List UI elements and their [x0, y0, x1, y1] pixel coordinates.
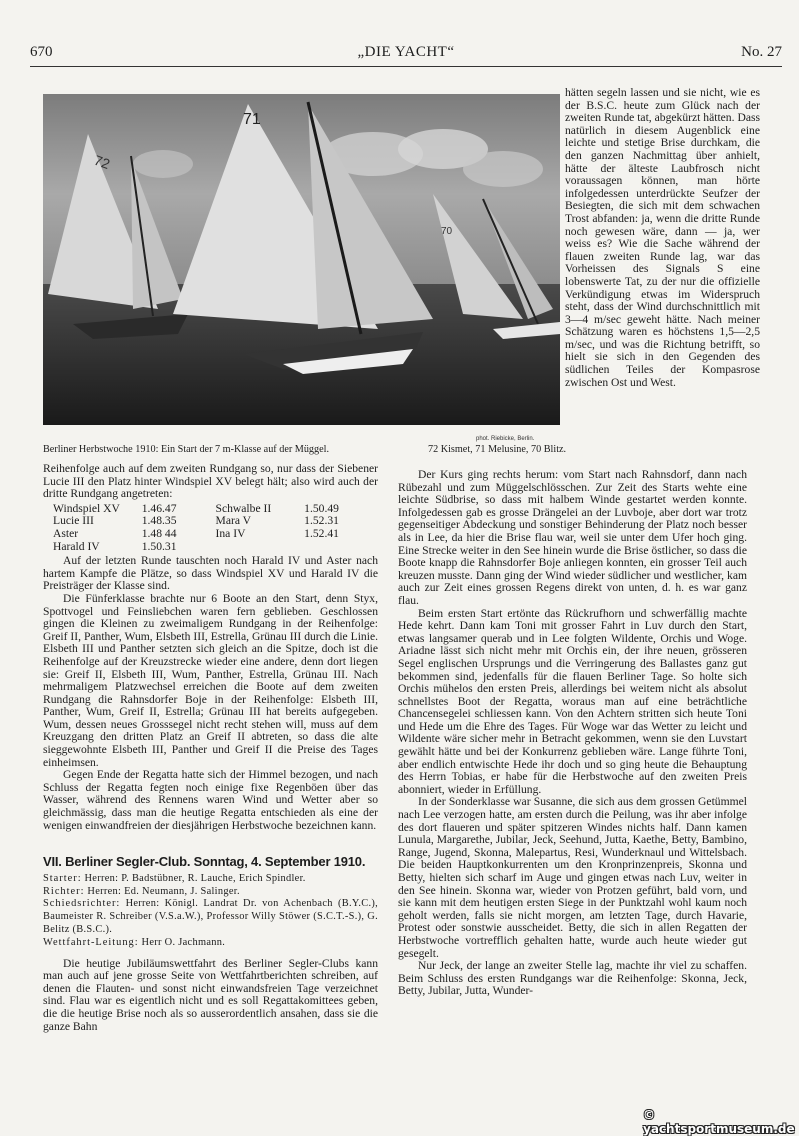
paragraph: Nur Jeck, der lange an zweiter Stelle lag, machte ihr viel zu schaffen. Beim Schluss des ersten Rundgangs war die Reihenfolge: Skonna, Jeck, Betty, Jubilar, Jutta, Wunder- [398, 959, 747, 998]
paragraph: Der Kurs ging rechts herum: vom Start nach Rahnsdorf, dann nach Rübezahl und zum Müggelschlösschen. Zur Zeit des Starts wehte eine leichte Südbrise, so dass mit halbem Winde gestartet werden konnte. Infolgedessen gab es grosse Drängelei an der Luvboje, aber dort war trotz gegenseitiger Abdeckung und sonstiger Behinderung der Platz noch besser als in Lee, da hier die Brise flau war, weil sie unter dem Ufer hoch ging. Eine Strecke weiter in den See hinein wurde die Brise östlicher, so dass die Boote knapp die Rahnsdorfer Boje anliegen konnten, ein grosser Teil auch kreuzen musste. Dann ging der Wind wieder südlicher und westlicher, kam auch zur Zeit eines grossen Regens direkt von unten, d. h. es war ganz flau. [398, 468, 747, 607]
paragraph: Gegen Ende der Regatta hatte sich der Himmel bezogen, und nach Schluss der Regatta fegten noch einige fixe Regenböen über das Wasser, während des Rennens waren Wind und Wetter aber so gleichmässig, dass man die heutige Regatta entschieden als eine der wenigen einwandfreien der diesjährigen Herbstwoche bezeichnen kann. [43, 768, 378, 832]
copyright-watermark: © yachtsportmuseum.de [643, 1108, 795, 1136]
paragraph: Die heutige Jubiläumswettfahrt des Berliner Segler-Clubs kann man auch auf jene grosse Seite von Wettfahrtberichten schreiben, auf denen die Flauten- und sonst nicht einwandsfreien Tage verzeichnet sind. Flau war es eigentlich nicht und es soll Regattakomittees geben, die die heutige Brise noch als so ausserordentlich ansahen, dass sie die ganze Bahn [43, 956, 378, 1033]
official-text: Herren: P. Badstübner, R. Lauche, Erich Spindler. [84, 872, 306, 884]
boat-time: 1.50.49 [304, 501, 339, 515]
left-column [43, 463, 378, 1033]
official-entry [43, 886, 378, 899]
right-column [398, 469, 747, 998]
section-heading: VII. Berliner Segler-Club. Sonntag, 4. September 1910. [43, 854, 366, 870]
paragraph-intro: Reihenfolge auch auf dem zweiten Rundgang so, nur dass der Siebener Lucie III den Platz hinter Windspiel XV belegt hält; also wird auch der dritte Rundgang angetreten: [43, 462, 378, 501]
officials-list [43, 873, 378, 950]
right-top-column [565, 87, 760, 389]
issue-number: No. 27 [741, 44, 782, 60]
boat-name: Harald IV [53, 539, 100, 553]
official-label: Richter: [43, 885, 85, 897]
sailboats-illustration [43, 94, 560, 425]
official-label: Wettfahrt-Leitung: [43, 936, 139, 948]
caption-right: 72 Kismet, 71 Melusine, 70 Blitz. [428, 444, 567, 455]
boat-time: 1.48 44 [141, 526, 177, 540]
boat-name: Mara V [215, 514, 252, 528]
boat-name: Ina IV [215, 526, 246, 540]
publication-title: „DIE YACHT“ [357, 44, 455, 60]
boat-name: Schwalbe II [215, 501, 272, 515]
paragraph: Auf der letzten Runde tauschten noch Harald IV und Aster nach hartem Kampfe die Plätze, so dass Windspiel XV und Harald IV die Preisträger der Klasse sind. [43, 554, 378, 593]
sailing-photo [43, 94, 560, 425]
results-table [53, 503, 378, 553]
photo-credit: phot. Riebicke, Berlin. [476, 436, 535, 442]
boat-time: 1.46.47 [141, 501, 177, 515]
photo-caption [43, 444, 567, 455]
table-row [53, 528, 378, 541]
page-number: 670 [30, 44, 53, 60]
paragraph: hätten segeln lassen und sie nicht, wie es der B.S.C. heute zum Glück nach der zweiten Runde tat, abgekürzt hätten. Dass natürlich in diesem Augenblick eine leichte und stetige Brise durchkam, die den ganzen Nachmittag über anhielt, hätte der älteste Laubfrosch nicht voraussagen können, man hörte infolgedessen unterdrückte Seufzer der Besiegten, die sich mit dem schwachen Trost abfanden: ja, wenn die dritte Runde noch gewesen wäre, dann — ja, wer weiss es? Wie die Sache während der flauen zweiten Runde lag, war das Vorheissen des Signals S eine lobenswerte Tat, zu der nur die offizielle Verkündigung etwas im Widerspruch steht, dass der Wind durchschnittlich mit 3—4 m/sec geweht hätte. Nach meiner Schätzung waren es höchstens 1,5—2,5 m/sec, und was die Richtung betrifft, so hielt sie sich in den Gegenden des südlichen Teiles der Kompasrose zwischen Ost und West. [565, 86, 760, 389]
official-label: Schiedsrichter: [43, 898, 121, 910]
boat-time: 1.50.31 [141, 539, 177, 553]
boat-time: 1.52.31 [304, 514, 339, 528]
svg-text:71: 71 [243, 111, 261, 128]
paragraph: Beim ersten Start ertönte das Rückrufhorn und schwerfällig machte Hede kehrt. Dann kam Toni mit grosser Fahrt in Luv durch den Start, etwas langsamer querab und in Lee folgten Wildente, Orchis und Woge. Ariadne lässt sich nicht mehr mit Orchis ein, der ihre neuen, grösseren Segel englischen Ursprungs und die Verringerung des Ballastes ganz gut bekommen sind, jedenfalls für die flauen Berliner Tage. So holte sich Orchis mühelos den ersten Preis, allerdings bei weitem nicht als absolut schnellstes Boot der Regatta, woraus man auf eine beträchtliche Chancensegelei schliessen kann. Von den Achtern stritten sich heute Toni und Hede um die Ehre des Tages. Für Woge war das Wetter zu leicht und Wildente wäre sicher mehr in Betracht gekommen, wenn sie den Luvstart gewählt hätte und bei der Konkurrenz geblieben wäre. Lange führte Toni, aber endlich entwischte Hede ihr doch und so ging heute die Behauptung des Herrn Tobias, er habe für die Herbstwoche auf den zweiten Preis abonniert, wieder in Erfüllung. [398, 606, 747, 796]
official-entry [43, 898, 378, 936]
official-text: Herren: Königl. Landrat Dr. von Achenbach (B.Y.C.), Baumeister R. Schreiber (V.S.a.W.), Professor Willy Stöwer (S.C.T.-S.), G. Belitz (B.S.C.). [43, 898, 378, 935]
caption-left: Berliner Herbstwoche 1910: Ein Start der 7 m-Klasse auf der Müggel. [43, 444, 330, 455]
boat-time: 1.52.41 [304, 526, 339, 540]
official-entry [43, 937, 378, 950]
official-text: Herren: Ed. Neumann, J. Salinger. [87, 885, 240, 897]
boat-time: 1.48.35 [141, 514, 177, 528]
paragraph: In der Sonderklasse war Susanne, die sich aus dem grossen Getümmel nach Lee verzogen hatte, am ersten durch die Peilung, was ihr aber infolge des dort flaueren und später spitzeren Windes nichts half. Dann kamen Lunula, Margarethe, Jubilar, Jeck, Seehund, Jutta, Kaethe, Betty, Bambino, Range, Jugend, Skonna, Malepartus, Resi, Wunderknaul und Wittelsbach. Die beiden Hauptkonkurrenten um den Kronprinzenpreis, Skonna und Betty, hielten sich scharf im Auge und gingen etwas nach Luv, weiter in den See hinein. Skonna war, wieder von Protzen geführt, bald vorn, und sie kann mit dem heutigen ersten Siege in der Punktzahl wohl kaum noch geholt werden, falls sie nicht morgen, am letzten Tage, durch Havarie, Protest oder sonstwie ausscheidet. Betty, die sich in allen Regatten der Herbstwoche vortrefflich gehalten hatte, wurde auch heute wieder gut gesegelt. [398, 795, 747, 960]
boat-name: Lucie III [53, 514, 94, 528]
paragraph: Die Fünferklasse brachte nur 6 Boote an den Start, denn Styx, Spottvogel und Feinsliebchen waren fern geblieben. Geschlossen gingen die Kleinen zu zweimaligem Rundgang in der Reihenfolge: Greif II, Panther, Wum, Elsbeth III, Estrella, Grünau III durch die Linie. Elsbeth III und Panther setzten sich gleich an die Spitze, doch ist die Reihenfolge auf der Kreuzstrecke wieder eine andere, denn dort liegen sie: Greif II, Elsbeth III, Wum, Panther, Estrella, Grünau III. Nach mehrmaligem Platzwechsel erreichen die Boote auf dem zweiten Rundgang die Rahnsdorfer Boje in der Reihenfolge: Elsbeth III, Panther, Wum, Greif II, Estrella; Grünau III hat bereits aufgegeben. Wum, dessen neues Grosssegel nicht recht stehen will, muss auf dem Kreuzgang den dritten Platz an Greif II abtreten, so dass die alte sieggewohnte Elsbeth III, Panther und Greif II die Preise des Tages einheimsen. [43, 591, 378, 769]
table-row [53, 541, 378, 554]
boat-name: Aster [53, 526, 79, 540]
boat-name: Windspiel XV [53, 501, 120, 515]
official-label: Starter: [43, 872, 82, 884]
official-text: Herr O. Jachmann. [141, 936, 226, 948]
svg-text:72: 72 [91, 151, 113, 173]
boat-name [216, 541, 305, 554]
svg-text:70: 70 [441, 226, 453, 237]
page-header [30, 44, 782, 67]
boat-time [304, 541, 378, 554]
official-entry [43, 873, 378, 886]
